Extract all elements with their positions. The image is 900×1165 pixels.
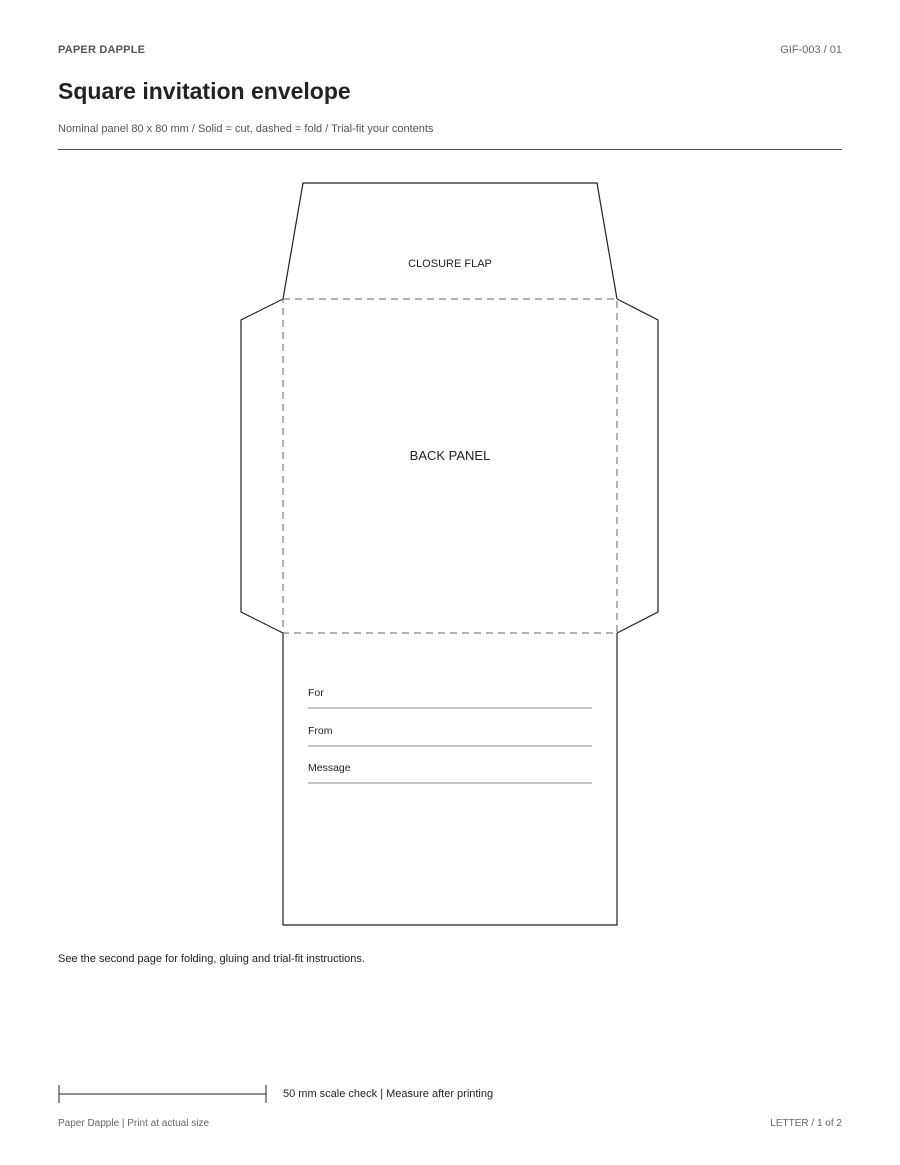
back-panel-label: BACK PANEL xyxy=(409,448,491,463)
footer-page-info: LETTER / 1 of 2 xyxy=(770,1118,842,1129)
document-code: GIF-003 / 01 xyxy=(780,44,842,56)
scale-check-label: 50 mm scale check | Measure after printing xyxy=(283,1088,494,1100)
field-message-label: Message xyxy=(308,762,351,774)
instructions-note: See the second page for folding, gluing and trial-fit instructions. xyxy=(58,953,365,965)
footer-left: Paper Dapple | Print at actual size xyxy=(58,1118,210,1129)
page-title: Square invitation envelope xyxy=(58,78,351,104)
scale-bar xyxy=(59,1085,266,1103)
closure-flap-cut-line xyxy=(283,183,617,299)
brand-name: PAPER DAPPLE xyxy=(58,44,146,56)
left-side-flap-cut-line xyxy=(241,299,283,633)
page-subtitle: Nominal panel 80 x 80 mm / Solid = cut, dashed = fold / Trial-fit your contents xyxy=(58,123,434,135)
back-panel-fold-line xyxy=(283,299,617,633)
field-from-label: From xyxy=(308,725,333,737)
front-panel-cut-line xyxy=(283,633,617,925)
right-side-flap-cut-line xyxy=(617,299,658,633)
field-for-label: For xyxy=(308,687,324,699)
closure-flap-label: CLOSURE FLAP xyxy=(408,258,492,270)
